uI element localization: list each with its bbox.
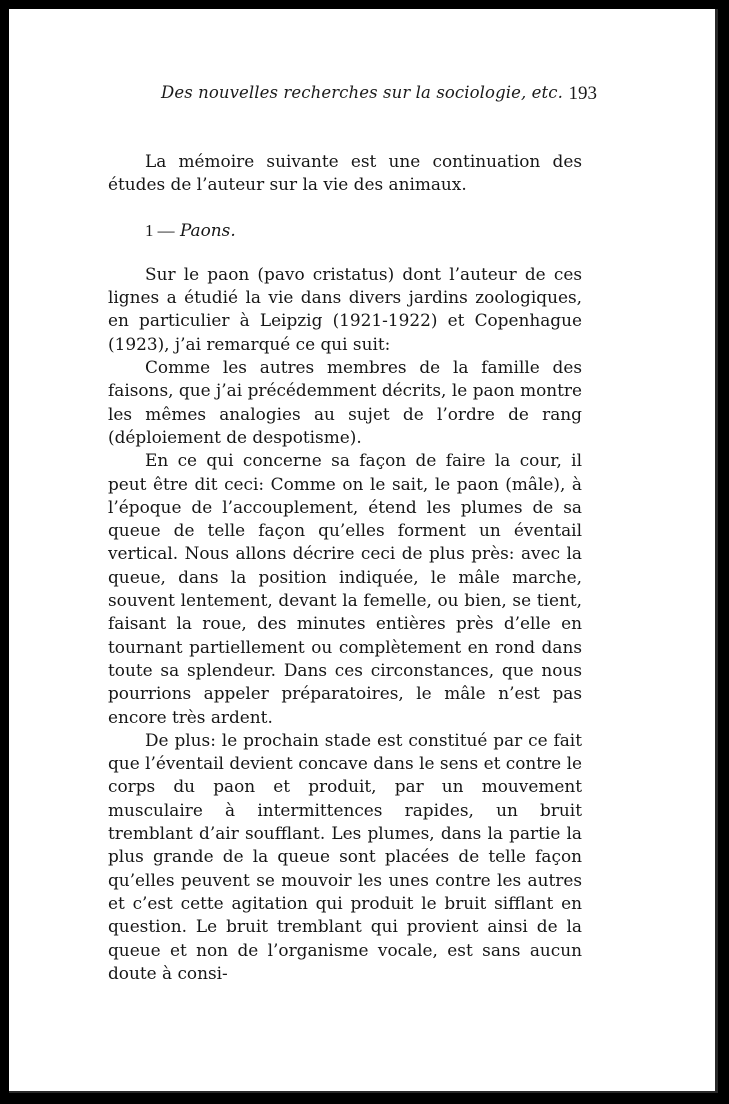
- running-title: Des nouvelles recherches sur la sociologie, etc.: [161, 83, 563, 102]
- paragraph: Sur le paon (pavo cristatus) dont l’auteur de ces lignes a étudié la vie dans divers jardins zoologiques, en particulier à Leipzig (1921-1922) et Copenhague (1923), j’ai remarqué ce qui suit:: [108, 263, 582, 354]
- page-number: 193: [568, 83, 597, 104]
- paragraph: En ce qui concerne sa façon de faire la cour, il peut être dit ceci: Comme on le sait, le paon (mâle), à l’époque de l’accouplement, étend les plumes de sa queue de telle façon qu’elles forment un éventail vertical. Nous allons décrire ceci de plus près: avec la queue, dans la position indiquée, le mâle marche, souvent lentement, devant la femelle, ou bien, se tient, faisant la roue, des minutes entières près d’elle en tournant partiellement ou complètement en rond dans toute sa splendeur. Dans ces circonstances, que nous pourrions appeler préparatoires, le mâle n’est pas encore très ardent.: [108, 450, 582, 727]
- section-number: 1 —: [145, 220, 175, 240]
- body-text: [108, 150, 582, 985]
- scan-edge-bottom: [9, 1091, 718, 1093]
- book-page: [9, 9, 718, 1093]
- intro-paragraph: La mémoire suivante est une continuation des études de l’auteur sur la vie des animaux.: [108, 151, 582, 195]
- section-heading: [108, 219, 582, 242]
- scan-edge-right: [715, 9, 718, 1093]
- paragraph: De plus: le prochain stade est constitué par ce fait que l’éventail devient concave dans le sens et contre le corps du paon et produit, par un mouvement musculaire à intermittences rapides, un bruit tremblant d’air soufflant. Les plumes, dans la partie la plus grande de la queue sont placées de telle façon qu’elles peuvent se mouvoir les unes contre les autres et c’est cette agitation qui produit le bruit sifflant en question. Le bruit tremblant qui provient ainsi de la queue et non de l’organisme vocale, est sans aucun doute à consi-: [108, 729, 582, 983]
- section-title: Paons.: [179, 219, 236, 240]
- running-header: [161, 83, 597, 102]
- paragraph: Comme les autres membres de la famille des faisons, que j’ai précédemment décrits, le paon montre les mêmes analogies au sujet de l’ordre de rang (déploiement de despotisme).: [108, 357, 582, 447]
